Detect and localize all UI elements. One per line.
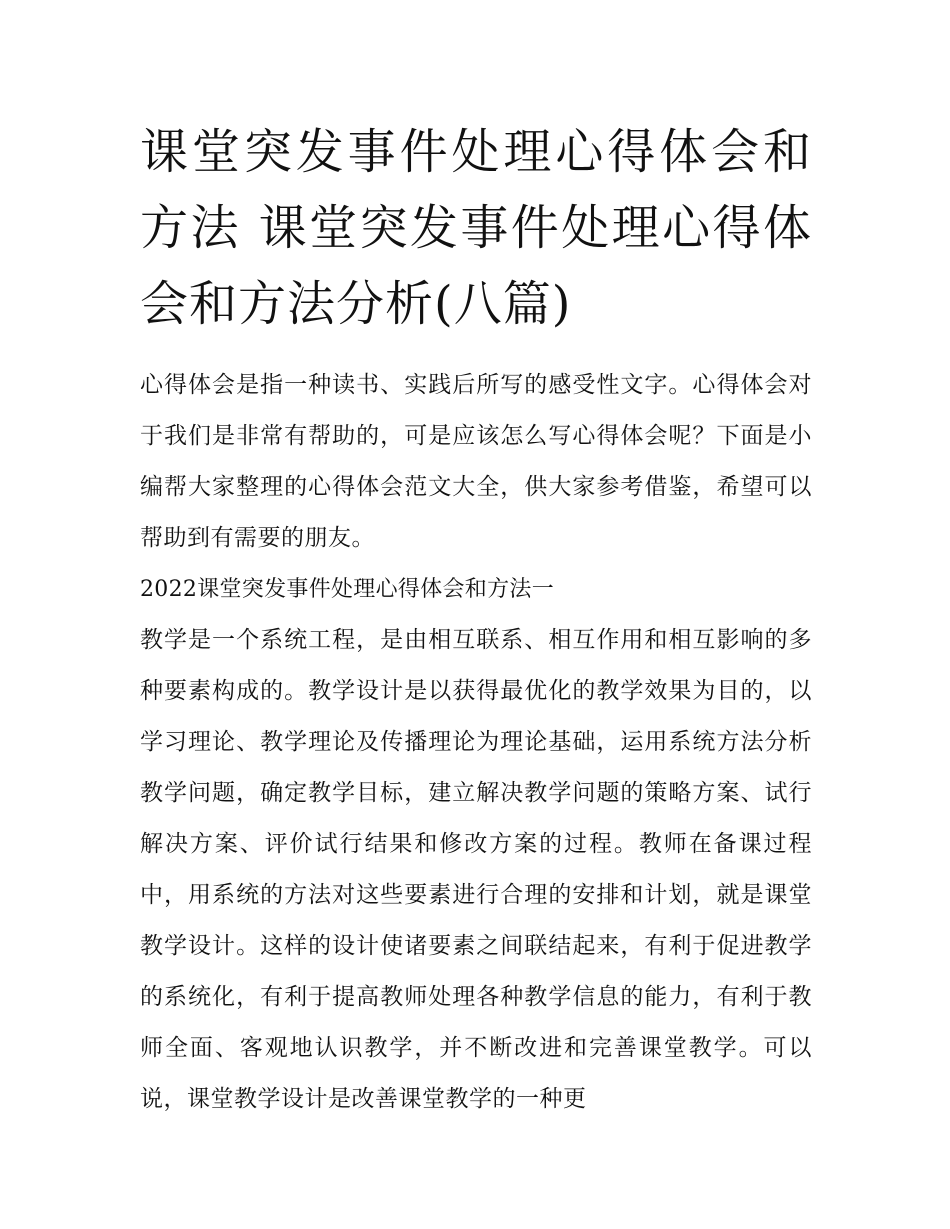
section-paragraph: 教学是一个系统工程，是由相互联系、相互作用和相互影响的多种要素构成的。教学设计是以获得最优化的教学效果为目的，以学习理论、教学理论及传播理论为理论基础，运用系统方法分析教学问题，确定教学目标，建立解决教学问题的策略方案、试行解决方案、评价试行结果和修改方案的过程。教师在备课过程中，用系统的方法对这些要素进行合理的安排和计划，就是课堂教学设计。这样的设计使诸要素之间联结起来，有利于促进教学的系统化，有利于提高教师处理各种教学信息的能力，有利于教师全面、客观地认识教学，并不断改进和完善课堂教学。可以说，课堂教学设计是改善课堂教学的一种更 <box>140 627 812 1112</box>
intro-paragraph: 心得体会是指一种读书、实践后所写的感受性文字。心得体会对于我们是非常有帮助的，可是应该怎么写心得体会呢？下面是小编帮大家整理的心得体会范文大全，供大家参考借鉴，希望可以帮助到有需要的朋友。 <box>140 372 812 551</box>
document-title: 课堂突发事件处理心得体会和方法 课堂突发事件处理心得体会和方法分析(八篇) <box>140 124 812 332</box>
document-body <box>140 360 812 1125</box>
section-heading: 2022课堂突发事件处理心得体会和方法一 <box>140 577 554 602</box>
document-page <box>140 114 812 1125</box>
